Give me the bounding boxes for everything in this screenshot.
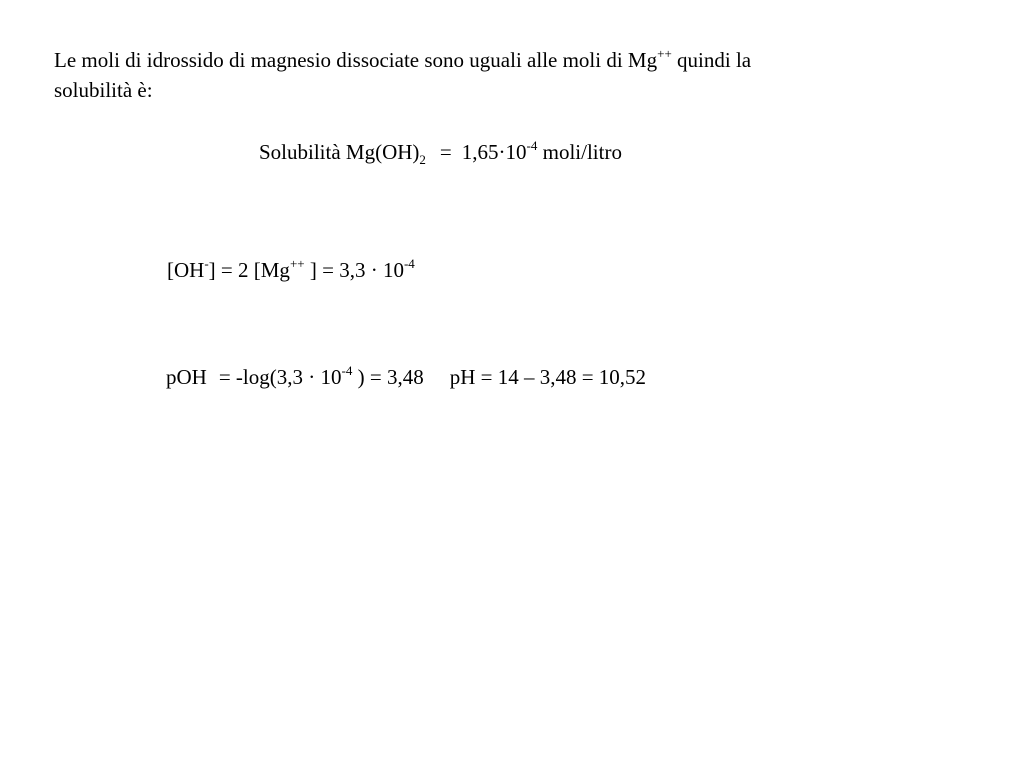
poh-label: pOH — [166, 365, 207, 389]
mg-charge-2: ++ — [289, 256, 305, 271]
poh-result: ) = 3,48 — [352, 365, 424, 389]
mg-charge: ++ — [657, 46, 672, 61]
ph-expression: pH = 14 – 3,48 = 10,52 — [449, 365, 647, 389]
solubility-value: 1,65·10 — [461, 140, 527, 164]
oh-label: [OH — [167, 258, 205, 282]
ph-equation — [166, 363, 646, 391]
hydroxide-mid: ] = 2 [Mg — [208, 258, 290, 282]
equals-sign: = — [439, 140, 452, 164]
intro-text: Le moli di idrossido di magnesio dissociate sono uguali alle moli di Mg — [54, 48, 658, 72]
solubility-equation — [259, 138, 622, 166]
poh-expression: = -log(3,3 · 10 — [218, 365, 342, 389]
solubility-exponent: -4 — [526, 138, 538, 153]
hydroxide-equation — [167, 256, 415, 284]
hydroxide-value: ] = 3,3 · 10 — [304, 258, 404, 282]
poh-exponent: -4 — [341, 363, 353, 378]
intro-text-end: quindi la — [671, 48, 752, 72]
oh-subscript: 2 — [419, 152, 426, 167]
intro-line-1 — [54, 45, 954, 75]
hydroxide-exponent: -4 — [403, 256, 415, 271]
oh-charge: - — [204, 256, 209, 271]
solubility-unit: moli/litro — [537, 140, 622, 164]
intro-paragraph — [54, 45, 954, 105]
intro-line-2: solubilità è: — [54, 78, 153, 102]
solubility-label: Solubilità Mg(OH) — [259, 140, 420, 164]
